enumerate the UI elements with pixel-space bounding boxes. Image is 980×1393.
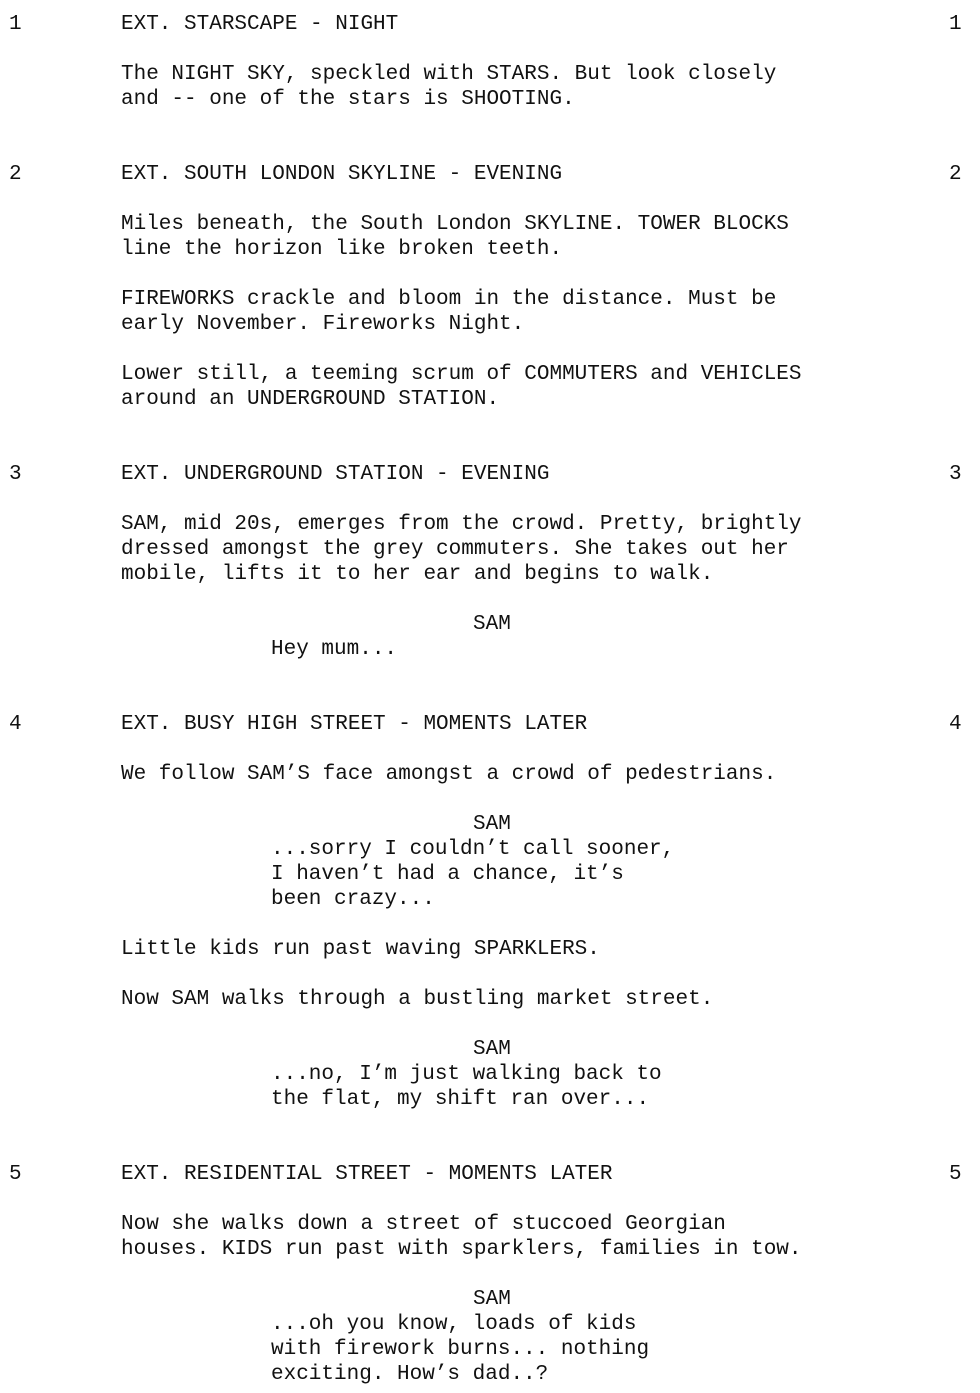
dialogue-line: the flat, my shift ran over... <box>271 1088 650 1111</box>
action-line: Now she walks down a street of stuccoed Georgian <box>121 1213 726 1236</box>
dialogue-line: exciting. How’s dad..? <box>271 1363 549 1386</box>
scene-number-right: 2 <box>949 163 962 186</box>
scene-number-right: 3 <box>949 463 962 486</box>
scene-heading: EXT. BUSY HIGH STREET - MOMENTS LATER <box>121 713 588 736</box>
character-name: SAM <box>473 1288 511 1311</box>
dialogue-line: ...oh you know, loads of kids <box>271 1313 637 1336</box>
scene-number-right: 4 <box>949 713 962 736</box>
scene-number-left: 1 <box>9 13 22 36</box>
action-line: houses. KIDS run past with sparklers, families in tow. <box>121 1238 802 1261</box>
action-line: dressed amongst the grey commuters. She takes out her <box>121 538 789 561</box>
scene-number-left: 3 <box>9 463 22 486</box>
action-line: Now SAM walks through a bustling market street. <box>121 988 714 1011</box>
action-line: Lower still, a teeming scrum of COMMUTERS and VEHICLES <box>121 363 802 386</box>
action-line: and -- one of the stars is SHOOTING. <box>121 88 575 111</box>
character-name: SAM <box>473 613 511 636</box>
action-line: Little kids run past waving SPARKLERS. <box>121 938 600 961</box>
dialogue-line: ...sorry I couldn’t call sooner, <box>271 838 675 861</box>
scene-number-left: 4 <box>9 713 22 736</box>
action-line: SAM, mid 20s, emerges from the crowd. Pretty, brightly <box>121 513 802 536</box>
action-line: mobile, lifts it to her ear and begins to walk. <box>121 563 714 586</box>
character-name: SAM <box>473 813 511 836</box>
scene-heading: EXT. SOUTH LONDON SKYLINE - EVENING <box>121 163 563 186</box>
scene-number-right: 1 <box>949 13 962 36</box>
action-line: The NIGHT SKY, speckled with STARS. But look closely <box>121 63 777 86</box>
dialogue-line: ...no, I’m just walking back to <box>271 1063 662 1086</box>
action-line: around an UNDERGROUND STATION. <box>121 388 500 411</box>
scene-number-right: 5 <box>949 1163 962 1186</box>
scene-heading: EXT. RESIDENTIAL STREET - MOMENTS LATER <box>121 1163 613 1186</box>
dialogue-line: I haven’t had a chance, it’s <box>271 863 624 886</box>
action-line: Miles beneath, the South London SKYLINE. TOWER BLOCKS <box>121 213 789 236</box>
action-line: early November. Fireworks Night. <box>121 313 525 336</box>
scene-number-left: 2 <box>9 163 22 186</box>
dialogue-line: with firework burns... nothing <box>271 1338 650 1361</box>
dialogue-line: Hey mum... <box>271 638 398 661</box>
action-line: We follow SAM’S face amongst a crowd of pedestrians. <box>121 763 777 786</box>
scene-heading: EXT. UNDERGROUND STATION - EVENING <box>121 463 550 486</box>
character-name: SAM <box>473 1038 511 1061</box>
action-line: line the horizon like broken teeth. <box>121 238 563 261</box>
scene-heading: EXT. STARSCAPE - NIGHT <box>121 13 399 36</box>
action-line: FIREWORKS crackle and bloom in the distance. Must be <box>121 288 777 311</box>
scene-number-left: 5 <box>9 1163 22 1186</box>
dialogue-line: been crazy... <box>271 888 435 911</box>
